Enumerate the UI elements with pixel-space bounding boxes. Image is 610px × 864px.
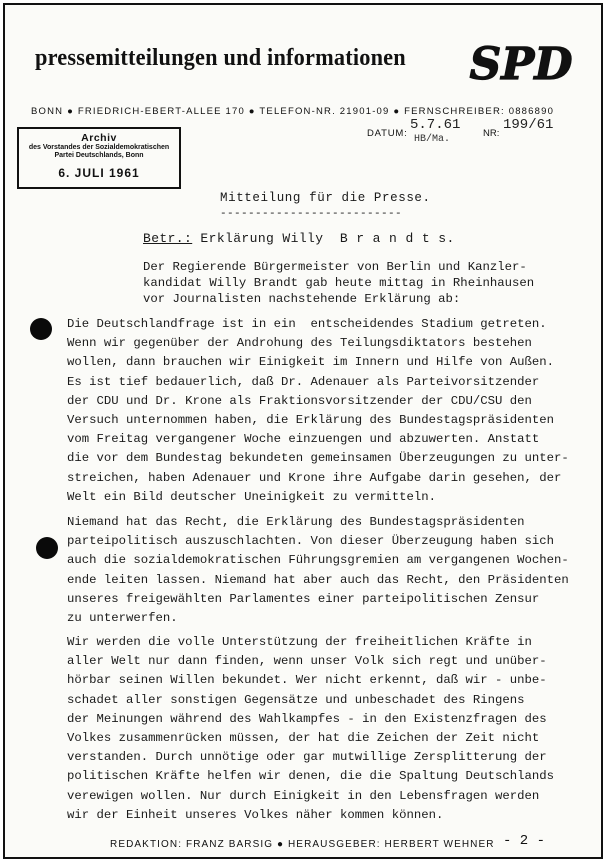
stamp-line-location: Partei Deutschlands, Bonn [54, 152, 144, 159]
address-line: BONN ● FRIEDRICH-EBERT-ALLEE 170 ● TELEFON-NR. 21901-09 ● FERNSCHREIBER: 0886890 [31, 106, 555, 117]
date-label: DATUM: [367, 128, 408, 139]
spd-logo [465, 33, 577, 91]
body-paragraph-1: Die Deutschlandfrage ist in ein entscheidendes Stadium getreten. Wenn wir gegenüber der Androhung des Teilungsdiktators bestehen wollen, dann brauchen wir Einigkeit im Innern und Hilfe von Außen. Es ist tief bedauerlich, daß Dr. Adenauer als Parteivorsitzender der CDU und Dr. Krone als Fraktionsvorsitzender der CDU/CSU den Versuch unternommen haben, die Erklärung des Bundestagspräsidenten vom Freitag vergangener Woche einzuengen und abzuwerten. Anstatt die vor dem Bundestag bekundeten gemeinsamen Überzeugungen zu unter- streichen, haben Adenauer und Krone ihre Aufgabe darin gesehen, der Welt ein Bild deutscher Uneinigkeit zu vermitteln. [67, 317, 569, 504]
memo-title: Mitteilung für die Presse. [220, 191, 431, 205]
press-release-page [3, 3, 603, 859]
footer-credits: REDAKTION: FRANZ BARSIG ● HERAUSGEBER: HERBERT WEHNER [110, 839, 495, 850]
number-label: NR: [483, 128, 500, 139]
intro-paragraph: Der Regierende Bürgermeister von Berlin und Kanzler- kandidat Willy Brandt gab heute mittag in Rheinhausen vor Journalisten nachstehende Erklärung ab: [143, 260, 535, 306]
author-initials: HB/Ma. [414, 134, 451, 145]
stamp-date: 6. JULI 1961 [58, 166, 140, 180]
body-paragraph-3: Wir werden die volle Unterstützung der freiheitlichen Kräfte in aller Welt nur dann finden, wenn unser Volk sich regt und unüber- hörbar seinen Willen bekundet. Wer nicht erkennt, daß wir - unbe- schadet aller sonstigen Gegensätze und unbeschadet des Ringens der Meinungen während des Wahlkampfes - in den Existenzfragen des Volkes zusammenrücken müssen, der hat die Zeichen der Zeit nicht verstanden. Durch unnötige oder gar mutwillige Zersplitterung der politischen Kräfte helfen wir denen, die die Spaltung Deutschlands verewigen wollen. Nur durch Einigkeit in den Lebensfragen werden wir der Einheit unseres Volkes näher kommen können. [67, 635, 555, 822]
subject-text: Erklärung Willy B r a n d t s. [192, 231, 455, 246]
body-paragraph-2: Niemand hat das Recht, die Erklärung des Bundestagspräsidenten parteipolitisch auszuschlachten. Von dieser Überzeugung haben sich auch die sozialdemokratischen Führungsgremien am vergangenen Wochen- ende leiten lassen. Niemand hat aber auch das Recht, den Präsidenten unseres freigewählten Parlamentes einer parteipolitischen Zensur zu unterwerfen. [67, 515, 569, 626]
subject-label: Betr.: [143, 231, 193, 246]
memo-title-rule: -------------------------- [220, 208, 403, 220]
publication-title: pressemitteilungen und informationen [35, 45, 406, 71]
subject-line [143, 231, 455, 246]
archive-stamp [17, 127, 181, 189]
stamp-title: Archiv [81, 132, 117, 144]
number-value: 199/61 [503, 117, 554, 133]
svg-text:SPD: SPD [469, 39, 573, 90]
punch-hole-mark [36, 537, 58, 559]
date-value: 5.7.61 [410, 117, 461, 133]
page-continuation-marker: - 2 - [503, 833, 546, 849]
punch-hole-mark [30, 318, 52, 340]
stamp-line-organization: des Vorstandes der Sozialdemokratischen [28, 144, 170, 151]
